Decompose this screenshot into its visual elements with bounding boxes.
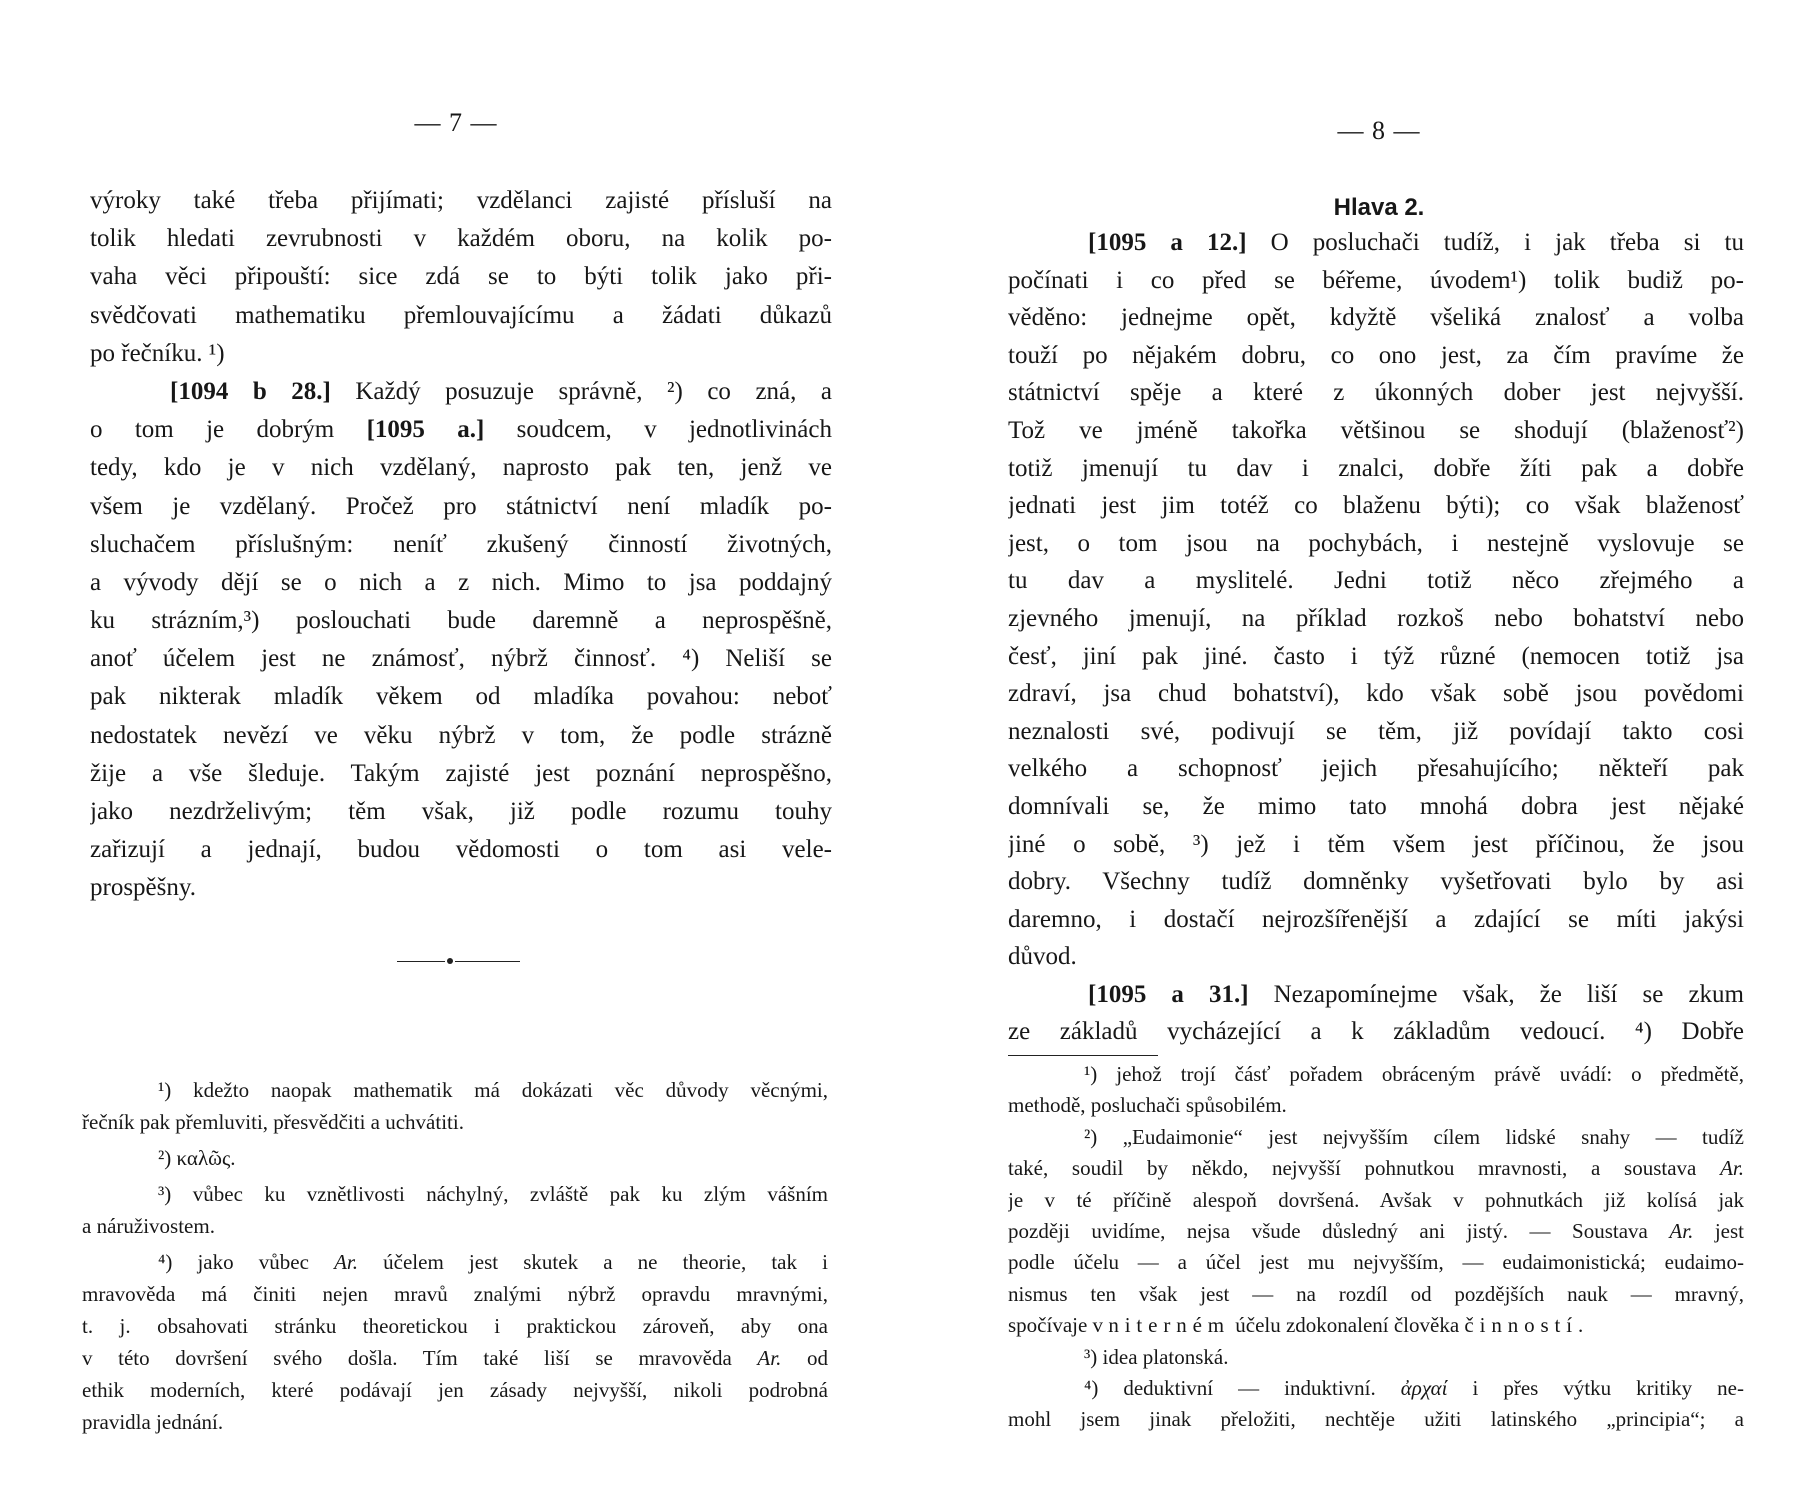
text-run: všem je vzdělaný. Pročež pro státnictví není mladík po- — [90, 492, 832, 520]
text-run: později uvidíme, nejsa všude důsledný ani jistý. — Soustava — [1008, 1218, 1670, 1243]
footnote-rule — [1008, 1055, 1158, 1056]
text-run: je v té příčině alespoň dovršená. Avšak v pohnutkách již kolísá jak — [1008, 1187, 1744, 1212]
text-line — [1008, 412, 1744, 450]
text-run: výroky také třeba přijímati; vzdělanci zajisté přísluší na — [90, 187, 832, 214]
page-number: — 7 — — [414, 108, 498, 137]
paragraph — [90, 182, 832, 373]
text-run: O posluchači tudíž, i jak třeba si tu — [1246, 229, 1744, 256]
footnote-line — [1008, 1153, 1744, 1184]
text-run: totiž jmenují tu dav i znalci, dobře žíti pak a dobře — [1008, 454, 1744, 482]
text-line — [1008, 1013, 1744, 1051]
ornament-line — [455, 961, 520, 962]
section-reference: [1095 a 31.] — [1088, 980, 1249, 1008]
text-line — [1008, 976, 1744, 1014]
footnote — [1008, 1342, 1744, 1373]
text-run: vaha věci připouští: sice zdá se to býti tolik jako při- — [90, 263, 832, 291]
text-run: Každý posuzuje správně, ²) co zná, a — [330, 377, 832, 405]
text-run: podle účelu — a účel jest mu nejvyšším, — eudaimonistická; eudaimo- — [1008, 1250, 1744, 1275]
spaced-emphasis: niterném — [1108, 1313, 1230, 1338]
text-line — [1008, 450, 1744, 488]
text-run: velkého a schopnosť jejich přesahujícího; někteří pak — [1008, 755, 1744, 783]
text-run: ku strázním,³) poslouchati bude daremně a neprospěšně, — [90, 607, 832, 635]
text-run: zařizují a jednají, budou vědomosti o tom asi vele- — [90, 836, 832, 864]
text-line — [90, 717, 832, 755]
text-run: Tož ve jméně takořka většinou se shodují (blaženosť²) — [1008, 416, 1744, 444]
text-run: tedy, kdo je v nich vzdělaný, naprosto pak ten, jenž ve — [90, 454, 832, 482]
text-line — [90, 793, 832, 831]
text-line — [1008, 487, 1744, 525]
footnote — [82, 1142, 828, 1174]
text-run: také, soudil by někdo, nejvyšší pohnutkou mravnosti, a soustava — [1008, 1156, 1721, 1181]
footnote-line — [82, 1142, 828, 1174]
text-line — [90, 182, 832, 220]
text-run: ⁴) deduktivní — induktivní. — [1084, 1375, 1401, 1400]
italic-term: ἀρχαί — [1400, 1375, 1448, 1400]
body-text — [1008, 224, 1744, 1051]
text-run: prospěšny. — [90, 874, 197, 902]
footnote-line — [1008, 1342, 1744, 1373]
text-line — [1008, 638, 1744, 676]
text-line — [90, 258, 832, 296]
text-run: ¹) jehož trojí čásť pořadem obráceným právě uvádí: o předmětě, — [1084, 1062, 1744, 1086]
footnote-line — [1008, 1090, 1744, 1121]
text-line — [1008, 337, 1744, 375]
text-run: nismus ten však jest — na rozdíl od pozdějších nauk — mravný, — [1008, 1281, 1744, 1306]
text-run: daremno, i dostačí nejrozšířenější a zdající se míti jakýsi — [1008, 905, 1744, 933]
text-line — [1008, 224, 1744, 262]
body-text — [90, 182, 832, 908]
page-number: — 8 — — [1337, 116, 1421, 145]
footnote-line — [82, 1278, 828, 1310]
text-run: řečník pak přemluviti, přesvědčiti a uchvátiti. — [82, 1110, 464, 1134]
text-line — [90, 869, 832, 907]
text-run: zdraví, jsa chud bohatství), kdo však sobě jsou povědomi — [1008, 680, 1744, 708]
text-run: pravidla jednání. — [82, 1410, 224, 1434]
footnote-line — [82, 1074, 828, 1106]
italic-term: Ar. — [1720, 1156, 1744, 1181]
footnote-line — [1008, 1310, 1744, 1341]
chapter-heading: Hlava 2. — [1333, 194, 1425, 221]
italic-term: Ar. — [334, 1250, 358, 1274]
text-run: po řečníku. ¹) — [90, 339, 225, 367]
footnote-line — [82, 1406, 828, 1438]
text-run: ze základů vycházející a k základům vedoucí. ⁴) Dobře — [1008, 1018, 1744, 1046]
text-run: česť, jiní pak jiné. často i týž různé (nemocen totiž jsa — [1008, 642, 1744, 670]
text-run: methodě, posluchači spůsobilém. — [1008, 1093, 1287, 1118]
text-run: jednati jest jim totéž co blaženu býti); co však blaženosť — [1008, 492, 1744, 520]
footnote-line — [82, 1178, 828, 1210]
text-line — [90, 335, 832, 373]
footnote — [1008, 1373, 1744, 1436]
text-line — [1008, 826, 1744, 864]
text-line — [90, 488, 832, 526]
text-run: jest — [1693, 1218, 1744, 1243]
text-run: touží po nějakém dobru, co ono jest, za čím pravíme že — [1008, 341, 1744, 369]
text-run: a náruživostem. — [82, 1214, 215, 1238]
footnote-line — [82, 1106, 828, 1138]
footnote-line — [1008, 1373, 1744, 1404]
text-run: v této dovršení svého došla. Tím také liší se mravověda — [82, 1346, 758, 1370]
text-line — [90, 411, 832, 449]
text-run: nedostatek nevězí ve věku nýbrž v tom, že podle strázně — [90, 721, 832, 749]
text-line — [1008, 713, 1744, 751]
footnote-line — [1008, 1059, 1744, 1090]
text-line — [1008, 863, 1744, 901]
footnote-line — [82, 1210, 828, 1242]
text-line — [1008, 675, 1744, 713]
text-run: pak nikterak mladík věkem od mladíka povahou: neboť — [90, 683, 832, 711]
section-reference: [1094 b 28.] — [170, 377, 331, 405]
footnote-line — [1008, 1122, 1744, 1153]
text-line — [90, 640, 832, 678]
footnote — [1008, 1059, 1744, 1122]
text-line — [90, 831, 832, 869]
italic-term: Ar. — [1669, 1218, 1694, 1243]
text-run: tolik hledati zevrubnosti v každém oboru, na kolik po- — [90, 225, 832, 253]
footnote-line — [1008, 1279, 1744, 1310]
text-run: tu dav a myslitelé. Jedni totiž něco zřejmého a — [1008, 567, 1744, 595]
text-line — [90, 678, 832, 716]
text-line — [90, 755, 832, 793]
text-line — [90, 602, 832, 640]
footnote — [1008, 1122, 1744, 1342]
footnote-line — [1008, 1247, 1744, 1278]
text-run: svědčovati mathematiku přemlouvajícímu a žádati důkazů — [90, 301, 832, 329]
text-run: ³) vůbec ku vznětlivosti náchylný, zvláště pak ku zlým vášním — [158, 1182, 828, 1206]
text-line — [90, 297, 832, 335]
text-line — [90, 526, 832, 564]
footnote — [82, 1074, 828, 1138]
text-run: zjevného jmenují, na příklad rozkoš nebo bohatství nebo — [1008, 604, 1744, 632]
text-run: mohl jsem jinak přeložiti, nechtěje užiti latinského „principia“; a — [1008, 1407, 1744, 1432]
text-run: účelem jest skutek a ne theorie, tak i — [358, 1250, 828, 1274]
text-run: i přes výtku kritiky ne- — [1447, 1375, 1744, 1400]
text-run: jako nezdrželivým; těm však, již podle rozumu touhy — [90, 798, 832, 825]
text-run: od — [781, 1346, 828, 1370]
text-line — [1008, 374, 1744, 412]
text-run: věděno: jednejme opět, kdyžtě všeliká znalosť a volba — [1008, 304, 1744, 332]
text-run: počínati i co před se béřeme, úvodem¹) tolik budiž po- — [1008, 266, 1744, 294]
footnote-line — [82, 1310, 828, 1342]
footnote-line — [1008, 1216, 1744, 1247]
text-run: jiné o sobě, ³) jež i těm všem jest příčinou, že jsou — [1008, 830, 1744, 858]
section-reference: [1095 a.] — [366, 416, 485, 444]
footnote-line — [1008, 1185, 1744, 1216]
footnotes — [82, 1074, 828, 1438]
footnote-line — [82, 1374, 828, 1406]
text-line — [1008, 525, 1744, 563]
text-line — [90, 449, 832, 487]
text-run: neznalosti své, podivují se těm, již povídají takto cosi — [1008, 717, 1744, 745]
text-line — [1008, 901, 1744, 939]
paragraph — [90, 373, 832, 908]
footnote — [82, 1178, 828, 1242]
text-run: ¹) kdežto naopak mathematik má dokázati věc důvody věcnými, — [158, 1078, 828, 1102]
text-run: žije a vše šleduje. Takým zajisté jest poznání neprospěšno, — [90, 759, 832, 787]
ornament-divider — [397, 955, 520, 967]
text-run: důvod. — [1008, 943, 1077, 971]
footnote-line — [1008, 1404, 1744, 1435]
ornament-line — [397, 961, 445, 962]
paragraph — [1008, 976, 1744, 1051]
text-run: ²) καλῶς. — [158, 1146, 236, 1170]
italic-term: Ar. — [757, 1346, 782, 1370]
paragraph — [1008, 224, 1744, 976]
right-page — [909, 0, 1818, 1500]
text-run: soudcem, v jednotlivinách — [484, 416, 832, 444]
text-run: spočívaje v — [1008, 1313, 1109, 1338]
text-line — [1008, 299, 1744, 337]
text-run: účelu zdokonalení člověka — [1230, 1313, 1465, 1338]
text-line — [1008, 750, 1744, 788]
spaced-emphasis: činností — [1464, 1313, 1578, 1338]
section-reference: [1095 a 12.] — [1088, 229, 1247, 256]
text-run: jest, o tom jsou na pochybách, i nestejně vyslovuje se — [1008, 529, 1744, 557]
text-run: dobry. Všechny tudíž domněnky vyšetřovati bylo by asi — [1008, 868, 1744, 896]
text-run: t. j. obsahovati stránku theoretickou i praktickou zároveň, aby ona — [82, 1314, 828, 1338]
ornament-dot — [447, 958, 453, 964]
footnotes — [1008, 1059, 1744, 1436]
text-run: ²) „Eudaimonie“ jest nejvyšším cílem lidské snahy — tudíž — [1084, 1124, 1744, 1149]
footnote — [82, 1246, 828, 1438]
text-run: mravověda má činiti nejen mravů znalými nýbrž opravdu mravnými, — [82, 1282, 828, 1306]
text-run: ethik moderních, které podávají jen zásady nejvyšší, nikoli podrobná — [82, 1378, 828, 1402]
text-run: sluchačem příslušným: neníť zkušený činností životných, — [90, 530, 832, 558]
text-line — [90, 220, 832, 258]
text-run: . — [1577, 1313, 1584, 1338]
text-run: Nezapomínejme však, že liší se zkum — [1248, 980, 1744, 1008]
text-run: domnívali se, že mimo tato mnohá dobra jest nějaké — [1008, 792, 1744, 820]
text-line — [1008, 562, 1744, 600]
text-run: o tom je dobrým — [90, 416, 367, 444]
text-run: státnictví spěje a které z úkonných dober jest nejvyšší. — [1008, 379, 1744, 407]
text-run: ³) idea platonská. — [1084, 1344, 1229, 1369]
footnote-line — [82, 1342, 828, 1374]
text-line — [1008, 788, 1744, 826]
text-line — [1008, 938, 1744, 976]
text-run: ⁴) jako vůbec — [158, 1250, 335, 1274]
text-line — [1008, 600, 1744, 638]
text-run: a vývody dějí se o nich a z nich. Mimo to jsa poddajný — [90, 568, 832, 596]
text-run: anoť účelem jest ne známosť, nýbrž činnosť. ⁴) Neliší se — [90, 645, 832, 673]
text-line — [90, 373, 832, 411]
text-line — [90, 564, 832, 602]
text-line — [1008, 262, 1744, 300]
footnote-line — [82, 1246, 828, 1278]
